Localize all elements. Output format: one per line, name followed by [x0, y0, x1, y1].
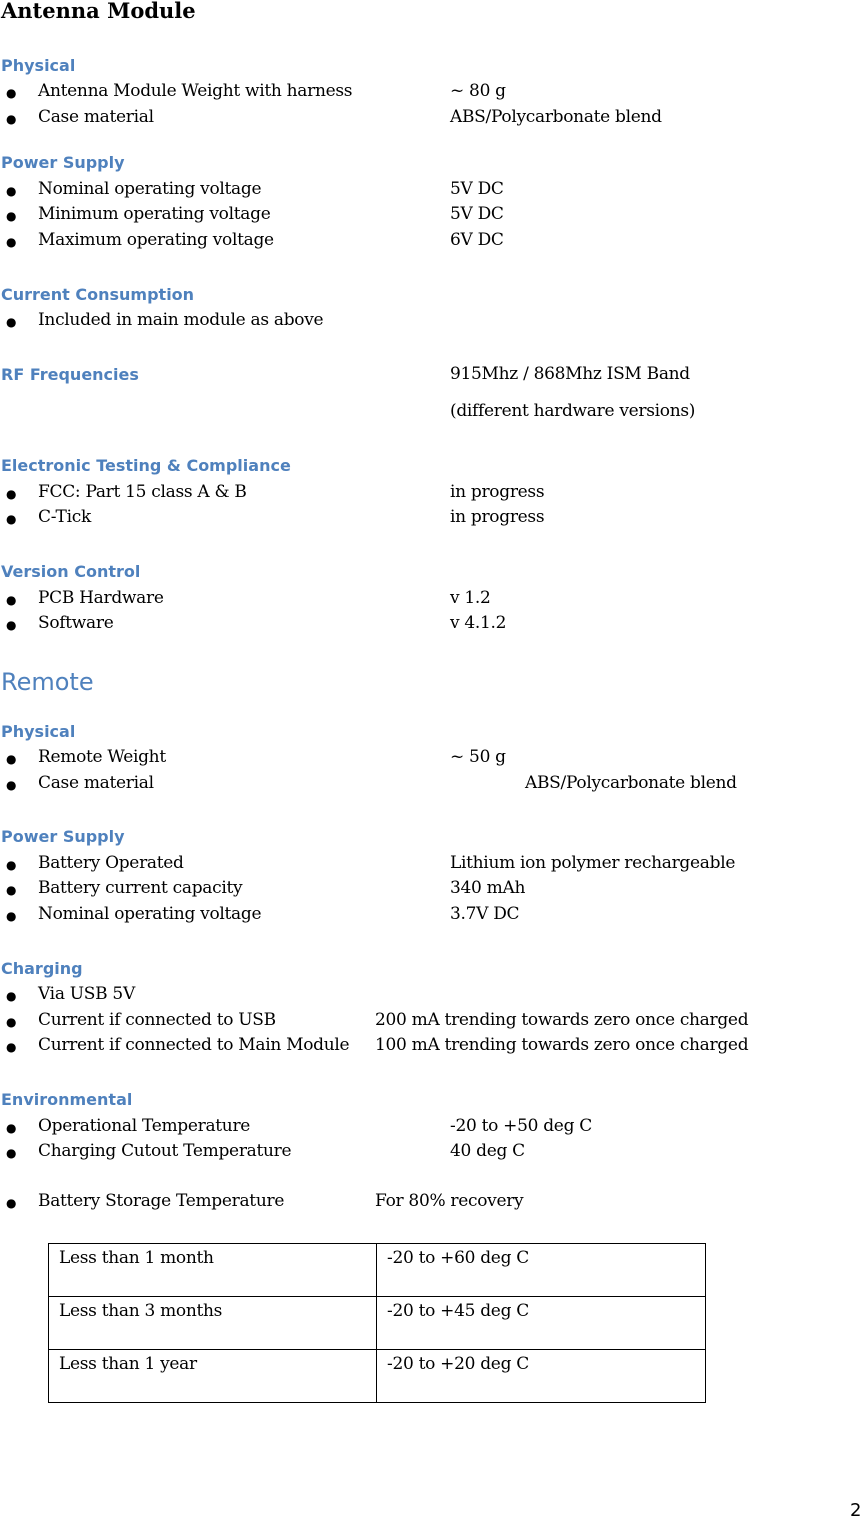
bullet-icon: ●: [6, 1121, 17, 1135]
bullet-icon: ●: [6, 235, 17, 249]
spec-label: Remote Weight: [38, 747, 166, 767]
spec-value: Lithium ion polymer rechargeable: [450, 853, 736, 873]
table-cell-period: Less than 3 months: [49, 1297, 377, 1350]
bullet-icon: ●: [6, 883, 17, 897]
section-heading-power-supply: Power Supply: [1, 827, 125, 846]
bullet-icon: ●: [6, 1015, 17, 1029]
spec-label: Battery current capacity: [38, 878, 243, 898]
section-heading-current-consumption: Current Consumption: [1, 285, 195, 304]
bullet-icon: ●: [6, 184, 17, 198]
table-cell-period: Less than 1 year: [49, 1350, 377, 1403]
page-number: 2: [850, 1500, 862, 1521]
bullet-icon: ●: [6, 112, 17, 126]
table-cell-period: Less than 1 month: [49, 1244, 377, 1297]
spec-label: C-Tick: [38, 507, 91, 527]
spec-label: Antenna Module Weight with harness: [38, 81, 353, 101]
spec-label: Nominal operating voltage: [38, 179, 262, 199]
remote-heading: Remote: [1, 668, 94, 696]
bullet-icon: ●: [6, 1040, 17, 1054]
spec-label: Current if connected to USB: [38, 1010, 276, 1030]
spec-label: FCC: Part 15 class A & B: [38, 482, 247, 502]
bullet-icon: ●: [6, 1146, 17, 1160]
section-heading-environmental: Environmental: [1, 1090, 133, 1109]
spec-value: in progress: [450, 507, 545, 527]
table-row: [49, 1244, 706, 1297]
spec-value: in progress: [450, 482, 545, 502]
table-cell-range: -20 to +45 deg C: [377, 1297, 706, 1350]
spec-value: v 4.1.2: [450, 613, 507, 633]
section-heading-power-supply: Power Supply: [1, 153, 125, 172]
spec-value: 340 mAh: [450, 878, 526, 898]
spec-value: ~ 80 g: [450, 81, 506, 101]
section-heading-physical: Physical: [1, 56, 76, 75]
spec-label: Case material: [38, 773, 154, 793]
spec-value: -20 to +50 deg C: [450, 1116, 592, 1136]
spec-label: Battery Storage Temperature: [38, 1191, 285, 1211]
spec-label: Via USB 5V: [38, 984, 135, 1004]
spec-label: Software: [38, 613, 114, 633]
bullet-icon: ●: [6, 909, 17, 923]
table-cell-range: -20 to +20 deg C: [377, 1350, 706, 1403]
spec-value: 200 mA trending towards zero once charged: [375, 1010, 749, 1030]
section-heading-testing-compliance: Electronic Testing & Compliance: [1, 456, 291, 475]
spec-label: Maximum operating voltage: [38, 230, 274, 250]
section-heading-rf-frequencies: RF Frequencies: [1, 365, 139, 384]
spec-value: ~ 50 g: [450, 747, 506, 767]
spec-label: Nominal operating voltage: [38, 904, 262, 924]
spec-label: Battery Operated: [38, 853, 184, 873]
table-row: [49, 1297, 706, 1350]
section-heading-physical: Physical: [1, 722, 76, 741]
bullet-icon: ●: [6, 512, 17, 526]
bullet-icon: ●: [6, 593, 17, 607]
spec-label: Included in main module as above: [38, 310, 324, 330]
bullet-icon: ●: [6, 86, 17, 100]
bullet-icon: ●: [6, 315, 17, 329]
bullet-icon: ●: [6, 618, 17, 632]
section-heading-version-control: Version Control: [1, 562, 141, 581]
bullet-icon: ●: [6, 752, 17, 766]
spec-value: For 80% recovery: [375, 1191, 524, 1211]
bullet-icon: ●: [6, 858, 17, 872]
spec-value: 40 deg C: [450, 1141, 525, 1161]
spec-label: PCB Hardware: [38, 588, 164, 608]
spec-value: 6V DC: [450, 230, 504, 250]
spec-value: 5V DC: [450, 204, 504, 224]
spec-value: ABS/Polycarbonate blend: [525, 773, 737, 793]
spec-value: 915Mhz / 868Mhz ISM Band: [450, 364, 690, 384]
storage-temperature-table: [48, 1243, 706, 1403]
spec-value: 100 mA trending towards zero once charged: [375, 1035, 749, 1055]
bullet-icon: ●: [6, 487, 17, 501]
spec-label: Minimum operating voltage: [38, 204, 271, 224]
spec-label: Charging Cutout Temperature: [38, 1141, 292, 1161]
section-heading-charging: Charging: [1, 959, 83, 978]
table-cell-range: -20 to +60 deg C: [377, 1244, 706, 1297]
spec-note: (different hardware versions): [450, 401, 696, 421]
spec-label: Case material: [38, 107, 154, 127]
spec-value: 3.7V DC: [450, 904, 520, 924]
spec-label: Current if connected to Main Module: [38, 1035, 350, 1055]
spec-value: v 1.2: [450, 588, 491, 608]
spec-value: 5V DC: [450, 179, 504, 199]
bullet-icon: ●: [6, 1196, 17, 1210]
spec-label: Operational Temperature: [38, 1116, 251, 1136]
bullet-icon: ●: [6, 778, 17, 792]
page-title: Antenna Module: [1, 0, 196, 23]
bullet-icon: ●: [6, 209, 17, 223]
spec-value: ABS/Polycarbonate blend: [450, 107, 662, 127]
table-row: [49, 1350, 706, 1403]
bullet-icon: ●: [6, 989, 17, 1003]
